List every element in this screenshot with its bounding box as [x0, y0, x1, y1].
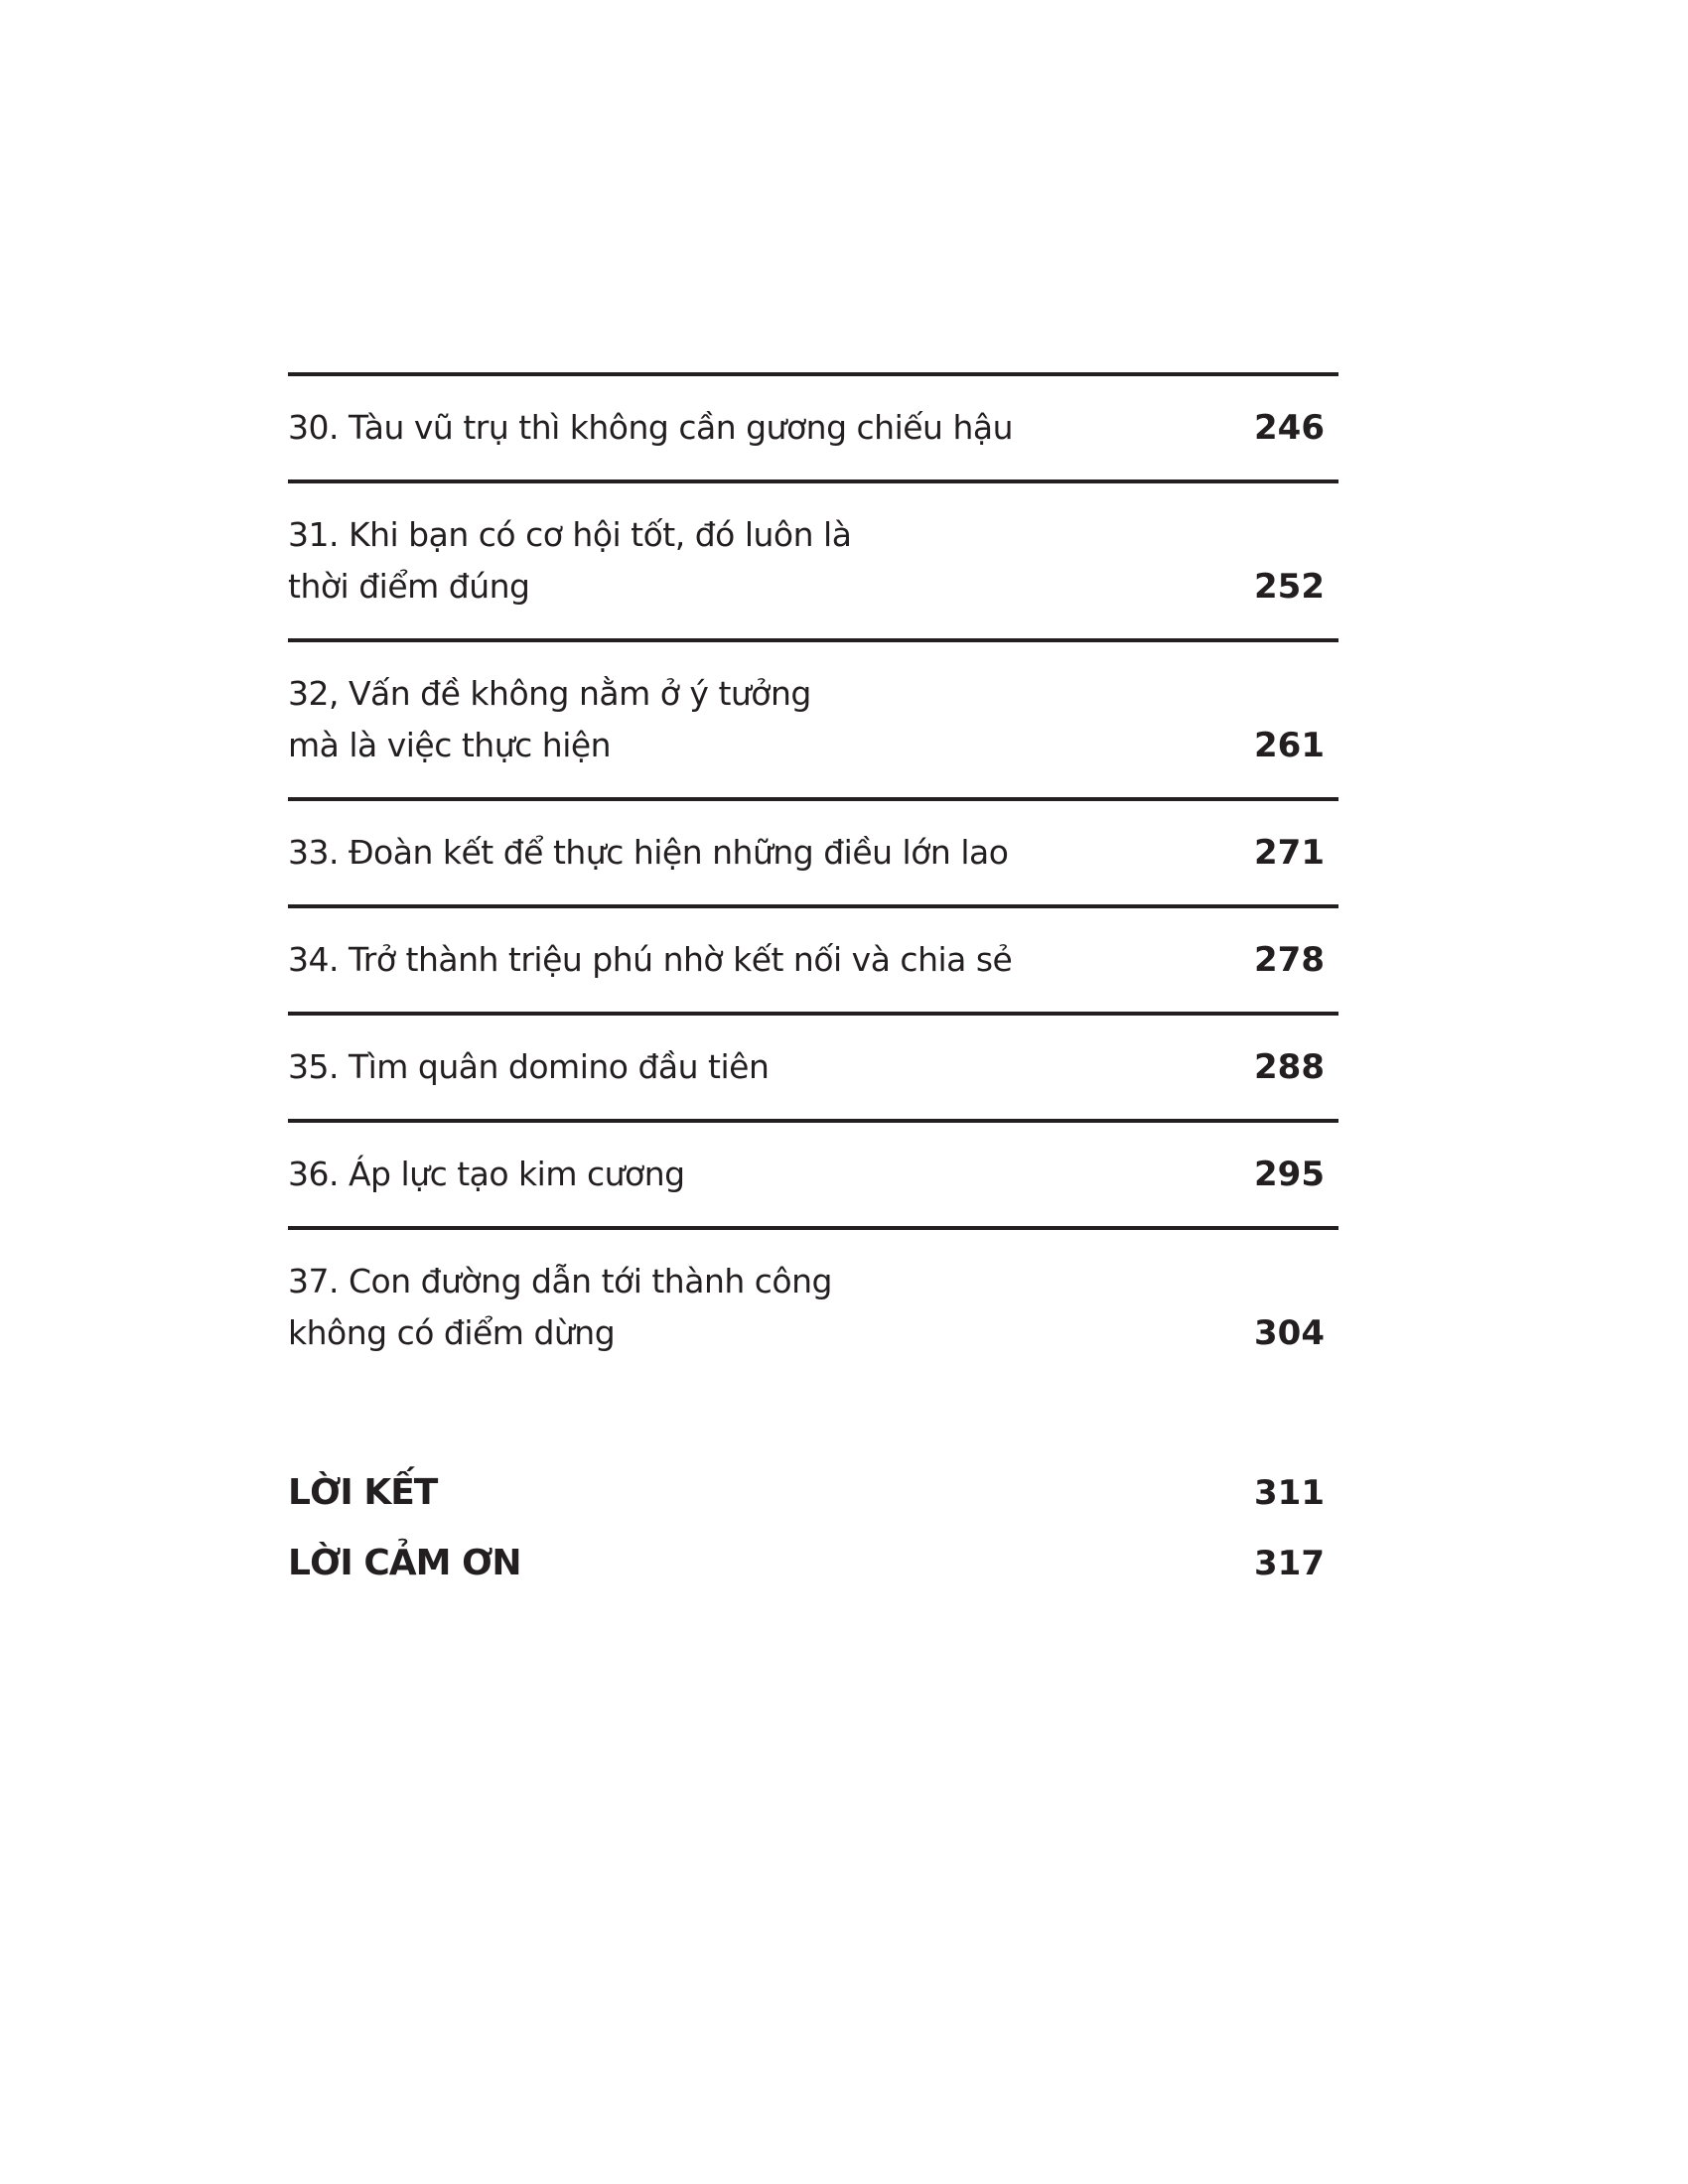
- toc-row-30: [288, 372, 1338, 479]
- toc-row-34: [288, 904, 1338, 1012]
- closing-label: LỜI KẾT: [288, 1472, 438, 1513]
- closing-label: LỜI CẢM ƠN: [288, 1543, 521, 1583]
- toc-row-33: [288, 797, 1338, 904]
- toc-row-31: [288, 479, 1338, 638]
- toc-entry-title: [288, 934, 1012, 986]
- toc-row-36: [288, 1119, 1338, 1226]
- toc-entry-line1: 35. Tìm quân domino đầu tiên: [288, 1047, 770, 1086]
- toc-entry-page-number: 295: [1254, 1155, 1325, 1194]
- closing-page-number: 317: [1254, 1544, 1325, 1583]
- toc-entry-line2: mà là việc thực hiện: [288, 726, 612, 764]
- toc-entry-line1: 33. Đoàn kết để thực hiện những điều lớn lao: [288, 833, 1009, 872]
- toc-entry-title: [288, 1256, 832, 1359]
- toc-entry-line1: 36. Áp lực tạo kim cương: [288, 1155, 685, 1193]
- toc-entry-page-number: 261: [1254, 726, 1325, 765]
- toc-row-37: [288, 1226, 1338, 1385]
- toc-entry-page-number: 278: [1254, 940, 1325, 980]
- toc-entry-title: [288, 402, 1013, 454]
- toc-entry-line1: 37. Con đường dẫn tới thành công: [288, 1262, 832, 1300]
- toc-entry-page-number: 304: [1254, 1313, 1325, 1353]
- toc-list: [288, 372, 1338, 1385]
- closing-section: [288, 1471, 1338, 1612]
- toc-entry-page-number: 271: [1254, 833, 1325, 873]
- toc-entry-title: [288, 1149, 685, 1200]
- closing-row-acknowledgments: [288, 1542, 1338, 1585]
- toc-entry-title: [288, 668, 811, 771]
- toc-entry-line1: 31. Khi bạn có cơ hội tốt, đó luôn là: [288, 515, 852, 554]
- toc-entry-page-number: 246: [1254, 408, 1325, 448]
- toc-entry-title: [288, 509, 851, 613]
- closing-page-number: 311: [1254, 1473, 1325, 1513]
- closing-row-epilogue: [288, 1471, 1338, 1515]
- toc-entry-title: [288, 827, 1008, 879]
- toc-row-32: [288, 638, 1338, 797]
- toc-entry-line1: 30. Tàu vũ trụ thì không cần gương chiếu hậu: [288, 408, 1013, 447]
- toc-entry-page-number: 252: [1254, 567, 1325, 607]
- toc-entry-line2: thời điểm đúng: [288, 567, 530, 606]
- toc-entry-line2: không có điểm dừng: [288, 1313, 616, 1352]
- toc-row-35: [288, 1012, 1338, 1119]
- toc-entry-line1: 32, Vấn đề không nằm ở ý tưởng: [288, 674, 811, 713]
- toc-entry-line1: 34. Trở thành triệu phú nhờ kết nối và chia sẻ: [288, 940, 1013, 979]
- toc-entry-title: [288, 1041, 769, 1093]
- toc-entry-page-number: 288: [1254, 1047, 1325, 1087]
